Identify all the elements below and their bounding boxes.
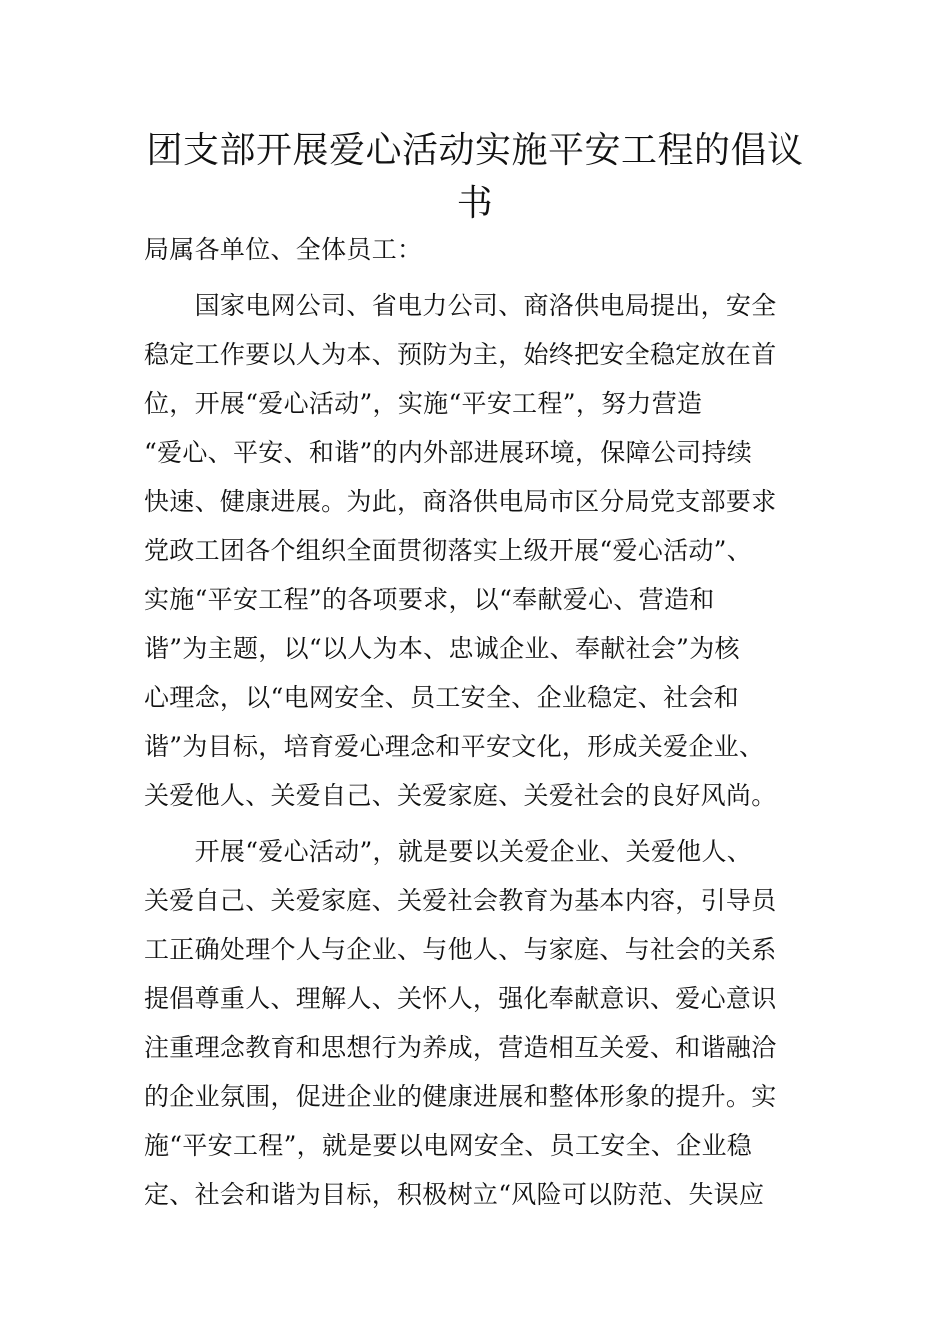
paragraph-gap (144, 278, 814, 285)
text-line: 关爱他人、关爱自己、关爱家庭、关爱社会的良好风尚。 (144, 781, 777, 810)
document-title (140, 124, 810, 230)
text-line: 施“平安工程”，就是要以电网安全、员工安全、企业稳 (144, 1131, 753, 1160)
paragraph-gap (144, 824, 814, 831)
text-line: 开展“爱心活动”，就是要以关爱企业、关爱他人、 (144, 837, 753, 866)
text-line: 心理念，以“电网安全、员工安全、企业稳定、社会和 (144, 683, 739, 712)
text-line: 快速、健康进展。为此，商洛供电局市区分局党支部要求 (144, 487, 777, 516)
document-body (144, 229, 814, 1223)
text-line: 关爱自己、关爱家庭、关爱社会教育为基本内容，引导员 (144, 886, 777, 915)
title-line-1: 团支部开展爱心活动实施平安工程的倡议 (146, 130, 804, 171)
text-line: 实施“平安工程”的各项要求，以“奉献爱心、营造和 (144, 585, 715, 614)
text-line: 国家电网公司、省电力公司、商洛供电局提出，安全 (144, 291, 777, 320)
text-line: 稳定工作要以人为本、预防为主，始终把安全稳定放在首 (144, 340, 777, 369)
text-line: 党政工团各个组织全面贯彻落实上级开展“爱心活动”、 (144, 536, 753, 565)
paragraph-1 (144, 285, 814, 824)
text-line: 谐”为目标，培育爱心理念和平安文化，形成关爱企业、 (144, 732, 765, 761)
title-line-2: 书 (456, 183, 494, 224)
text-line: 定、社会和谐为目标，积极树立“风险可以防范、失误应 (144, 1180, 765, 1209)
paragraph-2 (144, 831, 814, 1223)
text-line: 位，开展“爱心活动”，实施“平安工程”，努力营造 (144, 389, 703, 418)
text-line: 的企业氛围，促进企业的健康进展和整体形象的提升。实 (144, 1082, 777, 1111)
text-line: 注重理念教育和思想行为养成，营造相互关爱、和谐融洽 (144, 1033, 777, 1062)
text-line: 工正确处理个人与企业、与他人、与家庭、与社会的关系 (144, 935, 777, 964)
text-line: “爱心、平安、和谐”的内外部进展环境，保障公司持续 (144, 438, 753, 467)
text-line: 提倡尊重人、理解人、关怀人，强化奉献意识、爱心意识 (144, 984, 777, 1013)
salutation: 局属各单位、全体员工： (144, 235, 423, 264)
text-line: 谐”为主题，以“以人为本、忠诚企业、奉献社会”为核 (144, 634, 740, 663)
